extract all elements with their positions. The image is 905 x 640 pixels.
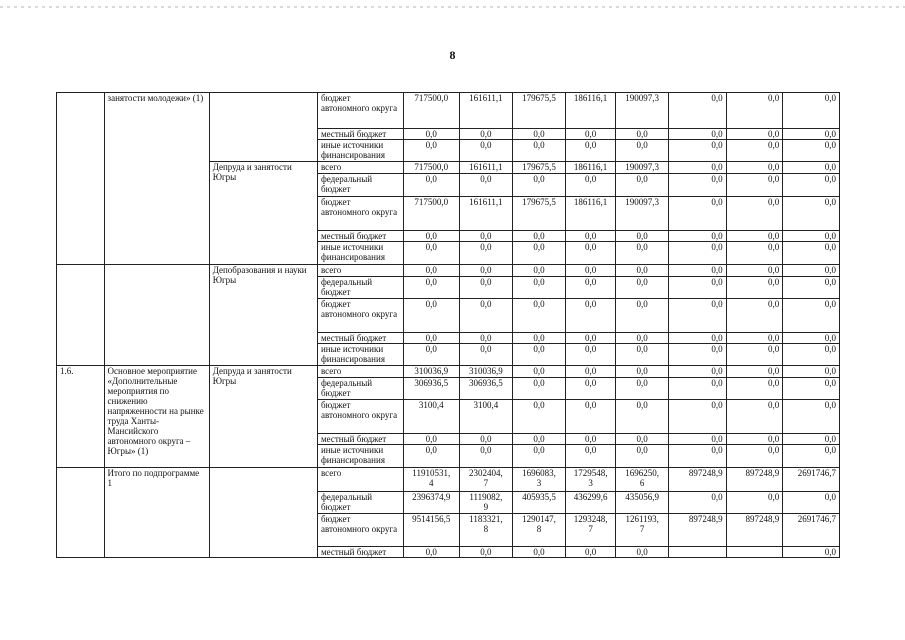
value-cell: 0,0 [616, 378, 669, 400]
value-cell: 717500,0 [403, 93, 459, 129]
value-cell: 0,0 [403, 129, 459, 140]
value-cell: 0,0 [513, 129, 566, 140]
value-cell: 1293248, 7 [565, 514, 616, 547]
value-cell: 0,0 [459, 299, 513, 333]
value-cell: 0,0 [403, 242, 459, 265]
value-cell: 0,0 [726, 400, 783, 434]
value-cell: 0,0 [616, 140, 669, 162]
value-cell: 0,0 [616, 277, 669, 299]
value-cell: 717500,0 [403, 197, 459, 231]
value-cell: 0,0 [459, 231, 513, 242]
activity-name-cell: Итого по подпрограмме 1 [104, 468, 209, 558]
value-cell: 0,0 [565, 242, 616, 265]
value-cell: 0,0 [403, 434, 459, 445]
value-cell: 161611,1 [459, 197, 513, 231]
row-number-cell [57, 93, 105, 265]
value-cell: 0,0 [726, 378, 783, 400]
value-cell: 0,0 [668, 344, 726, 366]
value-cell: 0,0 [668, 197, 726, 231]
value-cell: 2691746,7 [783, 514, 840, 547]
value-cell: 0,0 [459, 129, 513, 140]
value-cell: 897248,9 [668, 468, 726, 492]
value-cell: 0,0 [565, 400, 616, 434]
value-cell: 0,0 [616, 299, 669, 333]
value-cell: 0,0 [616, 129, 669, 140]
value-cell: 0,0 [616, 333, 669, 344]
value-cell: 0,0 [565, 231, 616, 242]
value-cell: 0,0 [783, 378, 840, 400]
value-cell: 1119082, 9 [459, 492, 513, 514]
value-cell: 0,0 [668, 434, 726, 445]
value-cell: 0,0 [616, 366, 669, 378]
value-cell: 0,0 [616, 547, 669, 558]
funding-source-cell: всего [317, 366, 403, 378]
funding-source-cell: местный бюджет [317, 231, 403, 242]
value-cell: 2691746,7 [783, 468, 840, 492]
value-cell: 0,0 [403, 277, 459, 299]
value-cell: 3100,4 [459, 400, 513, 434]
value-cell: 0,0 [726, 434, 783, 445]
funding-source-cell: бюджет автономного округа [317, 400, 403, 434]
value-cell: 0,0 [668, 299, 726, 333]
value-cell: 3100,4 [403, 400, 459, 434]
value-cell: 0,0 [616, 400, 669, 434]
value-cell: 0,0 [459, 434, 513, 445]
table-row [57, 366, 840, 378]
value-cell: 0,0 [668, 140, 726, 162]
executor-cell [209, 468, 317, 558]
value-cell: 405935,5 [513, 492, 566, 514]
value-cell: 0,0 [459, 140, 513, 162]
value-cell: 717500,0 [403, 162, 459, 174]
value-cell: 0,0 [783, 400, 840, 434]
value-cell: 0,0 [726, 445, 783, 468]
value-cell: 0,0 [783, 434, 840, 445]
value-cell: 0,0 [513, 265, 566, 277]
value-cell: 0,0 [565, 378, 616, 400]
value-cell: 0,0 [726, 174, 783, 197]
value-cell: 0,0 [459, 174, 513, 197]
value-cell: 0,0 [513, 277, 566, 299]
value-cell: 0,0 [726, 333, 783, 344]
value-cell: 0,0 [668, 242, 726, 265]
value-cell: 0,0 [459, 277, 513, 299]
value-cell: 0,0 [668, 366, 726, 378]
value-cell: 0,0 [403, 445, 459, 468]
value-cell: 190097,3 [616, 162, 669, 174]
value-cell: 186116,1 [565, 93, 616, 129]
value-cell: 0,0 [783, 242, 840, 265]
value-cell: 0,0 [668, 231, 726, 242]
value-cell: 0,0 [616, 242, 669, 265]
value-cell: 0,0 [459, 242, 513, 265]
funding-source-cell: федеральный бюджет [317, 492, 403, 514]
value-cell: 0,0 [403, 547, 459, 558]
value-cell: 0,0 [668, 129, 726, 140]
value-cell: 0,0 [459, 265, 513, 277]
value-cell: 0,0 [726, 93, 783, 129]
executor-cell: Депобразования и науки Югры [209, 265, 317, 366]
funding-source-cell: иные источники финансирования [317, 445, 403, 468]
funding-source-cell: всего [317, 468, 403, 492]
activity-name-cell: Основное мероприятие «Дополнительные мероприятия по снижению напряженности на рынке труда Ханты-Мансийского автономного округа – Югры» (1) [104, 366, 209, 468]
value-cell: 179675,5 [513, 93, 566, 129]
value-cell: 0,0 [783, 265, 840, 277]
value-cell: 0,0 [616, 174, 669, 197]
value-cell: 0,0 [565, 333, 616, 344]
value-cell: 0,0 [668, 378, 726, 400]
table-row [57, 93, 840, 129]
value-cell: 0,0 [616, 434, 669, 445]
value-cell: 0,0 [513, 231, 566, 242]
value-cell: 0,0 [565, 174, 616, 197]
value-cell: 1183321, 8 [459, 514, 513, 547]
value-cell: 0,0 [668, 445, 726, 468]
page-number: 8 [449, 48, 456, 62]
value-cell: 897248,9 [726, 468, 783, 492]
funding-source-cell: местный бюджет [317, 434, 403, 445]
value-cell: 0,0 [783, 277, 840, 299]
funding-source-cell: местный бюджет [317, 333, 403, 344]
value-cell: 161611,1 [459, 162, 513, 174]
value-cell: 0,0 [668, 492, 726, 514]
value-cell: 0,0 [783, 344, 840, 366]
value-cell: 0,0 [565, 445, 616, 468]
value-cell: 0,0 [668, 162, 726, 174]
table-row [57, 265, 840, 277]
value-cell: 1696083, 3 [513, 468, 566, 492]
funding-source-cell: бюджет автономного округа [317, 93, 403, 129]
value-cell: 0,0 [513, 299, 566, 333]
value-cell: 0,0 [668, 400, 726, 434]
value-cell: 1261193, 7 [616, 514, 669, 547]
value-cell: 0,0 [565, 277, 616, 299]
value-cell: 0,0 [783, 366, 840, 378]
value-cell: 0,0 [726, 277, 783, 299]
value-cell: 0,0 [668, 174, 726, 197]
funding-source-cell: бюджет автономного округа [317, 197, 403, 231]
value-cell: 306936,5 [459, 378, 513, 400]
value-cell: 0,0 [565, 434, 616, 445]
value-cell [726, 547, 783, 558]
value-cell: 0,0 [459, 445, 513, 468]
value-cell: 0,0 [459, 547, 513, 558]
value-cell: 0,0 [513, 333, 566, 344]
funding-source-cell: иные источники финансирования [317, 344, 403, 366]
value-cell: 0,0 [513, 366, 566, 378]
value-cell: 0,0 [783, 547, 840, 558]
value-cell: 0,0 [565, 140, 616, 162]
executor-cell: Депруда и занятости Югры [209, 366, 317, 468]
value-cell: 0,0 [726, 492, 783, 514]
value-cell: 435056,9 [616, 492, 669, 514]
value-cell: 0,0 [726, 265, 783, 277]
value-cell: 0,0 [783, 231, 840, 242]
value-cell: 0,0 [565, 366, 616, 378]
value-cell: 0,0 [726, 197, 783, 231]
value-cell: 0,0 [513, 434, 566, 445]
value-cell: 0,0 [459, 344, 513, 366]
value-cell: 2396374,9 [403, 492, 459, 514]
value-cell: 306936,5 [403, 378, 459, 400]
value-cell: 0,0 [783, 299, 840, 333]
value-cell: 1290147, 8 [513, 514, 566, 547]
value-cell: 0,0 [783, 445, 840, 468]
value-cell: 0,0 [513, 378, 566, 400]
value-cell: 1696250, 6 [616, 468, 669, 492]
value-cell: 897248,9 [726, 514, 783, 547]
value-cell: 161611,1 [459, 93, 513, 129]
funding-source-cell: местный бюджет [317, 547, 403, 558]
value-cell: 0,0 [403, 231, 459, 242]
row-number-cell [57, 265, 105, 366]
value-cell: 0,0 [513, 242, 566, 265]
value-cell: 0,0 [403, 333, 459, 344]
value-cell: 0,0 [783, 162, 840, 174]
value-cell: 190097,3 [616, 93, 669, 129]
value-cell: 0,0 [668, 333, 726, 344]
funding-source-cell: иные источники финансирования [317, 140, 403, 162]
value-cell: 0,0 [565, 547, 616, 558]
value-cell [668, 547, 726, 558]
value-cell: 310036,9 [459, 366, 513, 378]
funding-source-cell: федеральный бюджет [317, 174, 403, 197]
value-cell: 0,0 [565, 299, 616, 333]
value-cell: 0,0 [783, 140, 840, 162]
value-cell: 0,0 [565, 344, 616, 366]
value-cell: 0,0 [513, 400, 566, 434]
value-cell: 0,0 [513, 445, 566, 468]
funding-source-cell: федеральный бюджет [317, 277, 403, 299]
value-cell: 0,0 [513, 174, 566, 197]
row-number-cell [57, 468, 105, 558]
value-cell: 0,0 [668, 277, 726, 299]
value-cell: 186116,1 [565, 162, 616, 174]
value-cell: 310036,9 [403, 366, 459, 378]
value-cell: 0,0 [616, 344, 669, 366]
value-cell: 0,0 [403, 265, 459, 277]
value-cell: 0,0 [726, 344, 783, 366]
value-cell: 0,0 [783, 492, 840, 514]
budget-table [56, 92, 840, 558]
value-cell: 0,0 [726, 242, 783, 265]
funding-source-cell: всего [317, 162, 403, 174]
value-cell: 190097,3 [616, 197, 669, 231]
value-cell: 0,0 [403, 344, 459, 366]
funding-source-cell: всего [317, 265, 403, 277]
value-cell: 0,0 [565, 265, 616, 277]
value-cell: 9514156,5 [403, 514, 459, 547]
value-cell: 0,0 [565, 129, 616, 140]
value-cell: 0,0 [459, 333, 513, 344]
executor-cell: Депруда и занятости Югры [209, 162, 317, 265]
value-cell: 179675,5 [513, 197, 566, 231]
value-cell: 0,0 [783, 93, 840, 129]
value-cell: 0,0 [726, 129, 783, 140]
value-cell: 0,0 [616, 231, 669, 242]
value-cell: 0,0 [616, 265, 669, 277]
table-row [57, 468, 840, 492]
value-cell: 2302404, 7 [459, 468, 513, 492]
activity-name-cell [104, 265, 209, 366]
value-cell: 0,0 [726, 140, 783, 162]
value-cell: 0,0 [783, 174, 840, 197]
value-cell: 0,0 [668, 93, 726, 129]
value-cell: 0,0 [403, 299, 459, 333]
value-cell: 436299,6 [565, 492, 616, 514]
value-cell: 0,0 [668, 265, 726, 277]
value-cell: 897248,9 [668, 514, 726, 547]
value-cell: 0,0 [783, 129, 840, 140]
executor-cell [209, 93, 317, 162]
value-cell: 0,0 [513, 140, 566, 162]
value-cell: 0,0 [403, 140, 459, 162]
value-cell: 11910531, 4 [403, 468, 459, 492]
value-cell: 0,0 [513, 344, 566, 366]
value-cell: 179675,5 [513, 162, 566, 174]
funding-source-cell: федеральный бюджет [317, 378, 403, 400]
activity-name-cell: занятости молодежи» (1) [104, 93, 209, 265]
value-cell: 0,0 [726, 231, 783, 242]
value-cell: 0,0 [726, 162, 783, 174]
value-cell: 0,0 [513, 547, 566, 558]
scan-artifact-line [0, 6, 905, 8]
value-cell: 1729548, 3 [565, 468, 616, 492]
value-cell: 0,0 [616, 445, 669, 468]
funding-source-cell: иные источники финансирования [317, 242, 403, 265]
value-cell: 0,0 [726, 299, 783, 333]
value-cell: 0,0 [783, 197, 840, 231]
value-cell: 0,0 [403, 174, 459, 197]
value-cell: 0,0 [726, 366, 783, 378]
value-cell: 0,0 [783, 333, 840, 344]
funding-source-cell: бюджет автономного округа [317, 299, 403, 333]
value-cell: 186116,1 [565, 197, 616, 231]
funding-source-cell: бюджет автономного округа [317, 514, 403, 547]
row-number-cell: 1.6. [57, 366, 105, 468]
funding-source-cell: местный бюджет [317, 129, 403, 140]
